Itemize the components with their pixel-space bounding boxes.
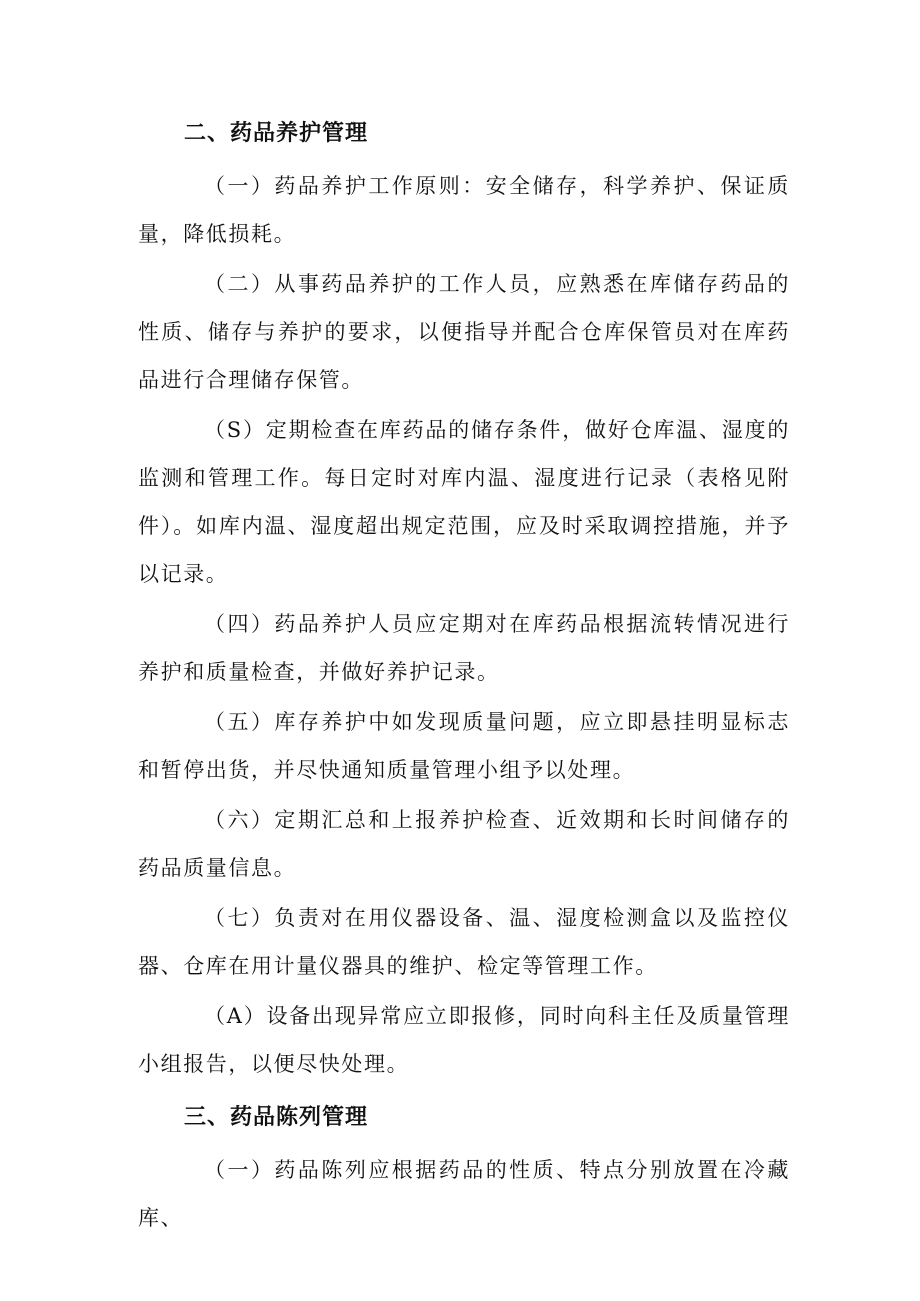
- paragraph-storage-conditions: （S）定期检查在库药品的储存条件，做好仓库温、湿度的监测和管理工作。每日定时对库内温、湿度进行记录（表格见附件）。如库内温、湿度超出规定范围，应及时采取调控措施，并予以记录。: [138, 418, 790, 586]
- paragraph-equipment-abnormality: （A）设备出现异常应立即报修，同时向科主任及质量管理小组报告，以便尽快处理。: [138, 1004, 790, 1076]
- section-title-drug-display: 三、药品陈列管理: [184, 1105, 369, 1130]
- paragraph-quality-issues: （五）库存养护中如发现质量问题，应立即悬挂明显标志和暂停出货，并尽快通知质量管理小组予以处理。: [138, 710, 790, 782]
- paragraph-quality-reporting: （六）定期汇总和上报养护检查、近效期和长时间储存的药品质量信息。: [138, 808, 790, 880]
- document-body: [138, 112, 790, 1242]
- paragraph-equipment-maintenance: （七）负责对在用仪器设备、温、湿度检测盒以及监控仪器、仓库在用计量仪器具的维护、检定等管理工作。: [138, 906, 790, 978]
- paragraph-display-placement: （一）药品陈列应根据药品的性质、特点分别放置在冷藏库、: [138, 1158, 790, 1230]
- paragraph-maintenance-staff: （二）从事药品养护的工作人员，应熟悉在库储存药品的性质、储存与养护的要求，以便指导并配合仓库保管员对在库药品进行合理储存保管。: [138, 272, 790, 392]
- paragraph-maintenance-principle: （一）药品养护工作原则：安全储存，科学养护、保证质量，降低损耗。: [138, 174, 790, 246]
- section-title-drug-maintenance: 二、药品养护管理: [184, 121, 369, 146]
- paragraph-periodic-inspection: （四）药品养护人员应定期对在库药品根据流转情况进行养护和质量检查，并做好养护记录。: [138, 612, 790, 684]
